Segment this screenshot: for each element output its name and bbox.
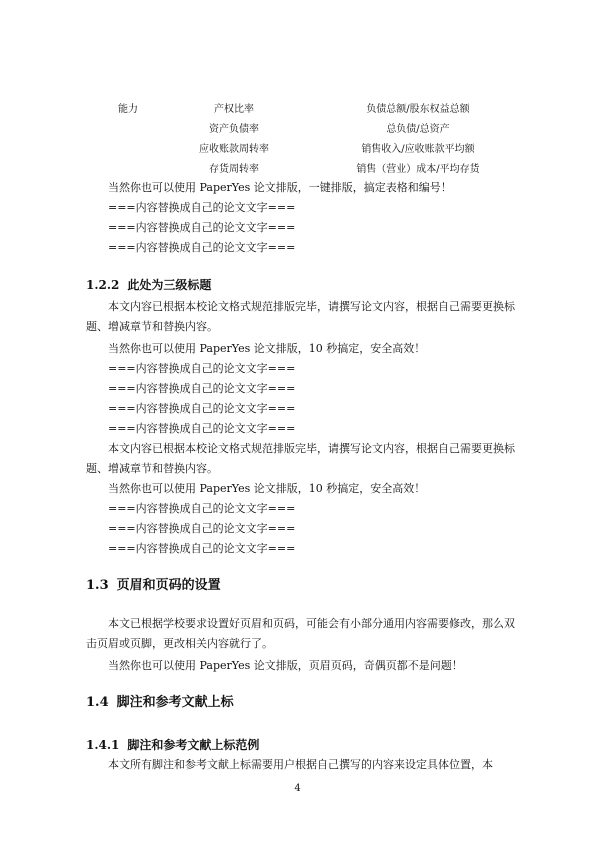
paragraph: ===内容替换成自己的论文文字=== [108, 201, 296, 214]
paragraph: 本文所有脚注和参考文献上标需要用户根据自己撰写的内容来设定具体位置，本 [108, 758, 493, 771]
section-number: 1.2.2 [86, 278, 120, 292]
table-cell: 总负债/总资产 [386, 124, 450, 135]
table-cell: 负债总额/股东权益总额 [366, 104, 470, 115]
table-cell: 存货周转率 [209, 164, 259, 175]
paragraph: ===内容替换成自己的论文文字=== [108, 502, 296, 515]
table-row [86, 160, 526, 180]
table-row [86, 140, 526, 160]
paragraph: 本文内容已根据本校论文格式规范排版完毕，请撰写论文内容，根据自己需要更换标题、增减章节和替换内容。 [86, 300, 515, 333]
paragraph: ===内容替换成自己的论文文字=== [108, 422, 296, 435]
table-cell: 销售收入/应收账款平均额 [361, 144, 475, 155]
section-title: 页眉和页码的设置 [116, 578, 221, 593]
table-row [86, 100, 526, 120]
section-heading-1-2-2 [86, 275, 211, 295]
table-cell: 能力 [118, 104, 138, 115]
paragraph: 当然你也可以使用 PaperYes 论文排版，一键排版，搞定表格和编号！ [108, 181, 452, 194]
paragraph: 当然你也可以使用 PaperYes 论文排版，10 秒搞定，安全高效！ [108, 482, 426, 495]
paragraph: ===内容替换成自己的论文文字=== [108, 402, 296, 415]
section-heading-1-4 [86, 693, 234, 713]
paragraph: ===内容替换成自己的论文文字=== [108, 542, 296, 555]
paragraph: 本文已根据学校要求设置好页眉和页码，可能会有小部分通用内容需要修改，那么双击页眉或页脚，更改相关内容就行了。 [86, 617, 515, 650]
paragraph: 当然你也可以使用 PaperYes 论文排版，页眉页码，奇偶页都不是问题！ [108, 659, 463, 672]
table-cell: 应收账款周转率 [199, 144, 269, 155]
section-number: 1.3 [86, 578, 109, 593]
table-cell: 产权比率 [214, 104, 254, 115]
table-cell: 销售（营业）成本/平均存货 [356, 164, 480, 175]
paragraph: ===内容替换成自己的论文文字=== [108, 362, 296, 375]
table-row [86, 120, 526, 140]
paragraph: 本文内容已根据本校论文格式规范排版完毕，请撰写论文内容，根据自己需要更换标题、增减章节和替换内容。 [86, 442, 515, 475]
paragraph: ===内容替换成自己的论文文字=== [108, 221, 296, 234]
section-title: 脚注和参考文献上标范例 [127, 738, 260, 752]
paragraph: 当然你也可以使用 PaperYes 论文排版，10 秒搞定，安全高效！ [108, 342, 426, 355]
ratio-table [86, 100, 526, 180]
page-number: 4 [294, 783, 301, 794]
section-number: 1.4 [86, 695, 109, 710]
paragraph: ===内容替换成自己的论文文字=== [108, 522, 296, 535]
section-title: 脚注和参考文献上标 [116, 695, 234, 710]
paragraph: ===内容替换成自己的论文文字=== [108, 241, 296, 254]
section-title: 此处为三级标题 [127, 278, 212, 292]
paragraph: ===内容替换成自己的论文文字=== [108, 382, 296, 395]
table-cell: 资产负债率 [209, 124, 259, 135]
section-number: 1.4.1 [86, 738, 120, 752]
section-heading-1-3 [86, 576, 221, 596]
section-heading-1-4-1 [86, 735, 259, 755]
